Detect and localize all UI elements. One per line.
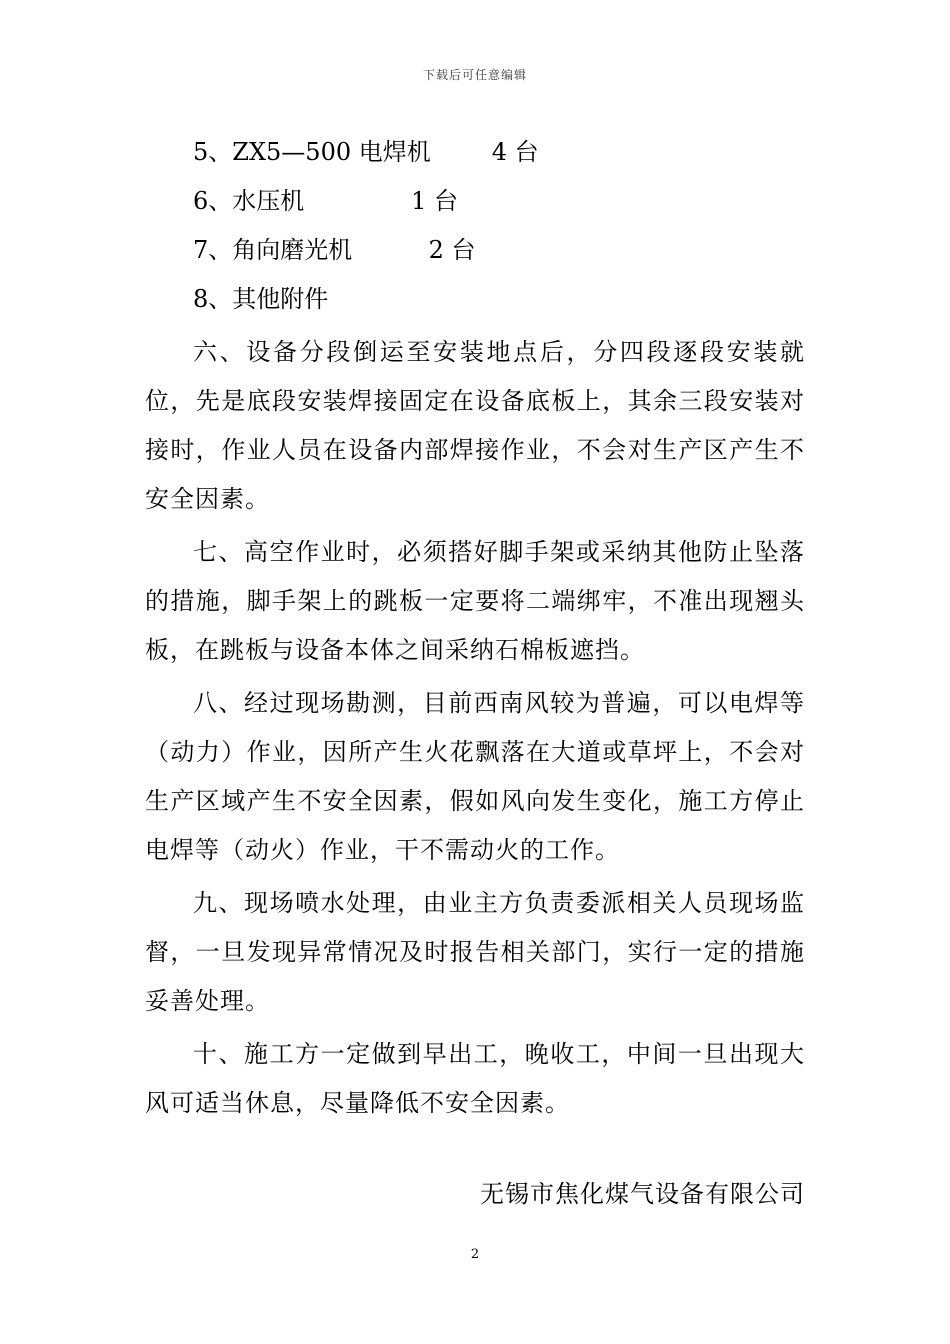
company-signature: 无锡市焦化煤气设备有限公司 <box>480 1180 805 1208</box>
equipment-item <box>145 226 805 275</box>
document-body <box>145 128 805 1128</box>
equipment-list <box>145 128 805 324</box>
equipment-item <box>145 275 805 324</box>
equipment-item <box>145 177 805 226</box>
equipment-name: 5、ZX5—500 电焊机 <box>193 138 431 166</box>
header-note: 下载后可任意编辑 <box>422 68 527 82</box>
equipment-name: 7、角向磨光机 <box>193 236 353 264</box>
equipment-name: 8、其他附件 <box>193 285 329 313</box>
equipment-quantity: 2 台 <box>428 236 476 264</box>
equipment-quantity: 4 台 <box>491 138 539 166</box>
equipment-name: 6、水压机 <box>193 187 305 215</box>
page-number: 2 <box>470 1247 480 1262</box>
equipment-quantity: 1 台 <box>411 187 458 215</box>
paragraph-seven: 七、高空作业时，必须搭好脚手架或采纳其他防止坠落的措施，脚手架上的跳板一定要将二端绑牢，不准出现翘头板，在跳板与设备本体之间采纳石棉板遮挡。 <box>145 538 805 664</box>
equipment-item <box>145 128 805 177</box>
paragraph-six: 六、设备分段倒运至安装地点后，分四段逐段安装就位，先是底段安装焊接固定在设备底板上，其余三段安装对接时，作业人员在设备内部焊接作业，不会对生产区产生不安全因素。 <box>145 338 805 513</box>
paragraph-eight: 八、经过现场勘测，目前西南风较为普遍，可以电焊等（动力）作业，因所产生火花飘落在大道或草坪上，不会对生产区域产生不安全因素，假如风向发生变化，施工方停止电焊等（动火）作业，干不需动火的工作。 <box>145 689 805 864</box>
paragraph-nine: 九、现场喷水处理，由业主方负责委派相关人员现场监督，一旦发现异常情况及时报告相关部门，实行一定的措施妥善处理。 <box>145 889 805 1015</box>
paragraph-ten: 十、施工方一定做到早出工，晚收工，中间一旦出现大风可适当休息，尽量降低不安全因素。 <box>145 1040 805 1117</box>
